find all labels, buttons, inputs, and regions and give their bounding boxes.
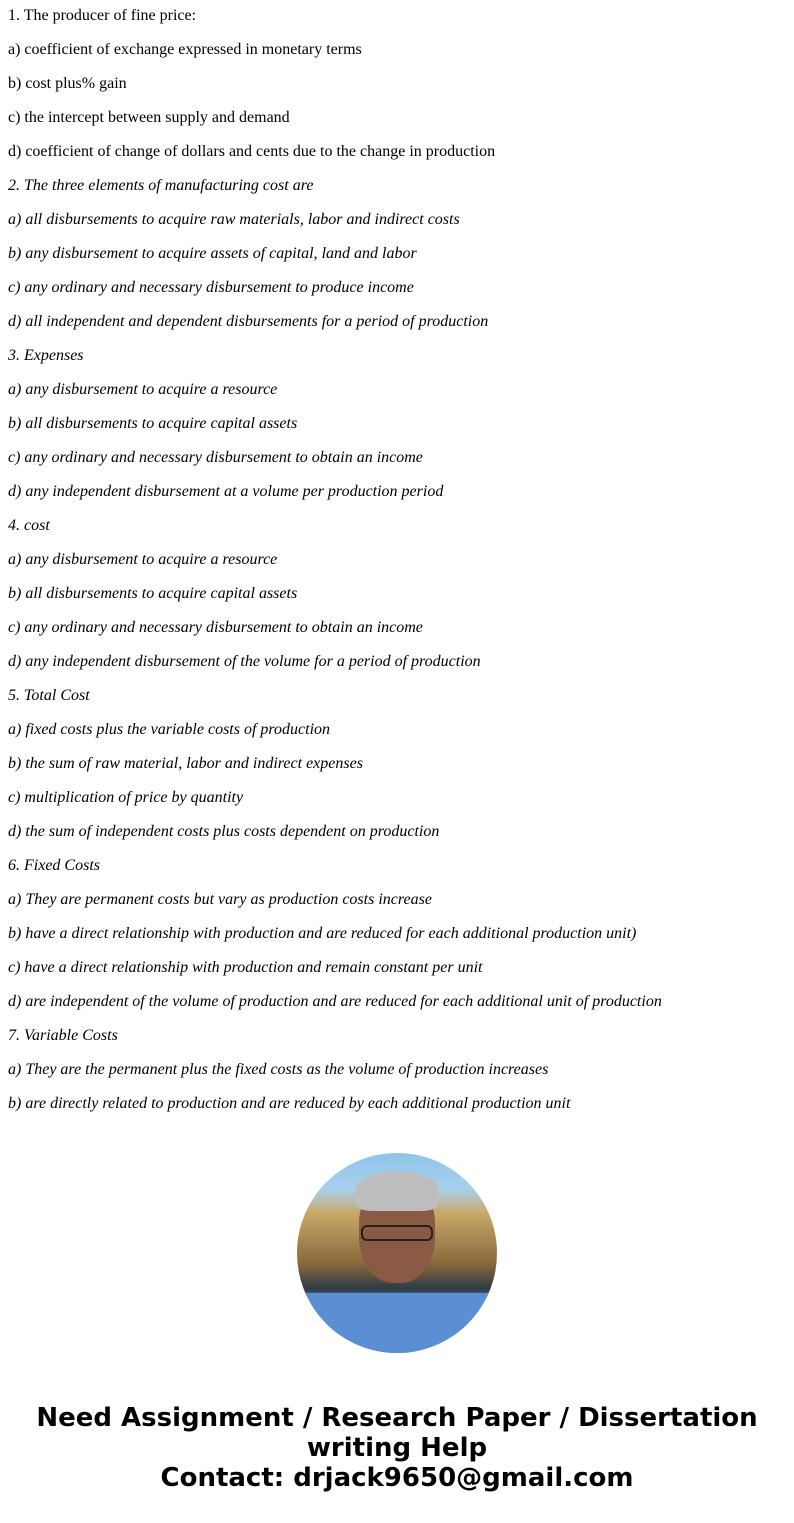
- promo-line-2: writing Help: [306, 1433, 488, 1463]
- question-1: [8, 7, 786, 161]
- answer-option: c) have a direct relationship with production and remain constant per unit: [8, 959, 483, 976]
- question-heading: 5. Total Cost: [8, 687, 90, 704]
- question-heading: 1. The producer of fine price:: [8, 7, 197, 24]
- answer-option: d) all independent and dependent disbursements for a period of production: [8, 313, 489, 330]
- answer-option: c) the intercept between supply and demand: [8, 109, 290, 126]
- answer-option: a) any disbursement to acquire a resource: [8, 551, 278, 568]
- answer-option: a) any disbursement to acquire a resource: [8, 381, 278, 398]
- answer-option: a) all disbursements to acquire raw materials, labor and indirect costs: [8, 211, 460, 228]
- answer-option: b) are directly related to production and are reduced by each additional production unit: [8, 1095, 571, 1112]
- answer-option: b) any disbursement to acquire assets of capital, land and labor: [8, 245, 417, 262]
- promo-contact: Contact: drjack9650@gmail.com: [160, 1463, 634, 1493]
- questions-2-to-7: [8, 177, 786, 1113]
- question-heading: 6. Fixed Costs: [8, 857, 100, 874]
- question-heading: 3. Expenses: [8, 347, 84, 364]
- answer-option: d) any independent disbursement of the volume for a period of production: [8, 653, 481, 670]
- answer-option: b) cost plus% gain: [8, 75, 127, 92]
- promo-line-1: Need Assignment / Research Paper / Dissertation: [36, 1403, 758, 1433]
- answer-option: a) fixed costs plus the variable costs of production: [8, 721, 331, 738]
- answer-option: c) any ordinary and necessary disbursement to obtain an income: [8, 619, 423, 636]
- answer-option: a) coefficient of exchange expressed in monetary terms: [8, 41, 362, 58]
- answer-option: a) They are the permanent plus the fixed costs as the volume of production increases: [8, 1061, 549, 1078]
- answer-option: b) all disbursements to acquire capital assets: [8, 585, 298, 602]
- answer-option: c) multiplication of price by quantity: [8, 789, 244, 806]
- question-heading: 7. Variable Costs: [8, 1027, 118, 1044]
- answer-option: a) They are permanent costs but vary as production costs increase: [8, 891, 432, 908]
- author-avatar: [297, 1153, 497, 1353]
- answer-option: c) any ordinary and necessary disbursement to obtain an income: [8, 449, 423, 466]
- answer-option: d) the sum of independent costs plus costs dependent on production: [8, 823, 440, 840]
- answer-option: d) coefficient of change of dollars and cents due to the change in production: [8, 143, 496, 160]
- question-heading: 2. The three elements of manufacturing cost are: [8, 177, 314, 194]
- answer-option: b) all disbursements to acquire capital assets: [8, 415, 298, 432]
- answer-option: d) any independent disbursement at a volume per production period: [8, 483, 444, 500]
- promo-banner: [0, 1403, 794, 1493]
- answer-option: b) have a direct relationship with production and are reduced for each additional production unit): [8, 925, 637, 942]
- answer-option: c) any ordinary and necessary disbursement to produce income: [8, 279, 414, 296]
- answer-option: b) the sum of raw material, labor and indirect expenses: [8, 755, 363, 772]
- answer-option: d) are independent of the volume of production and are reduced for each additional unit of production: [8, 993, 662, 1010]
- question-heading: 4. cost: [8, 517, 50, 534]
